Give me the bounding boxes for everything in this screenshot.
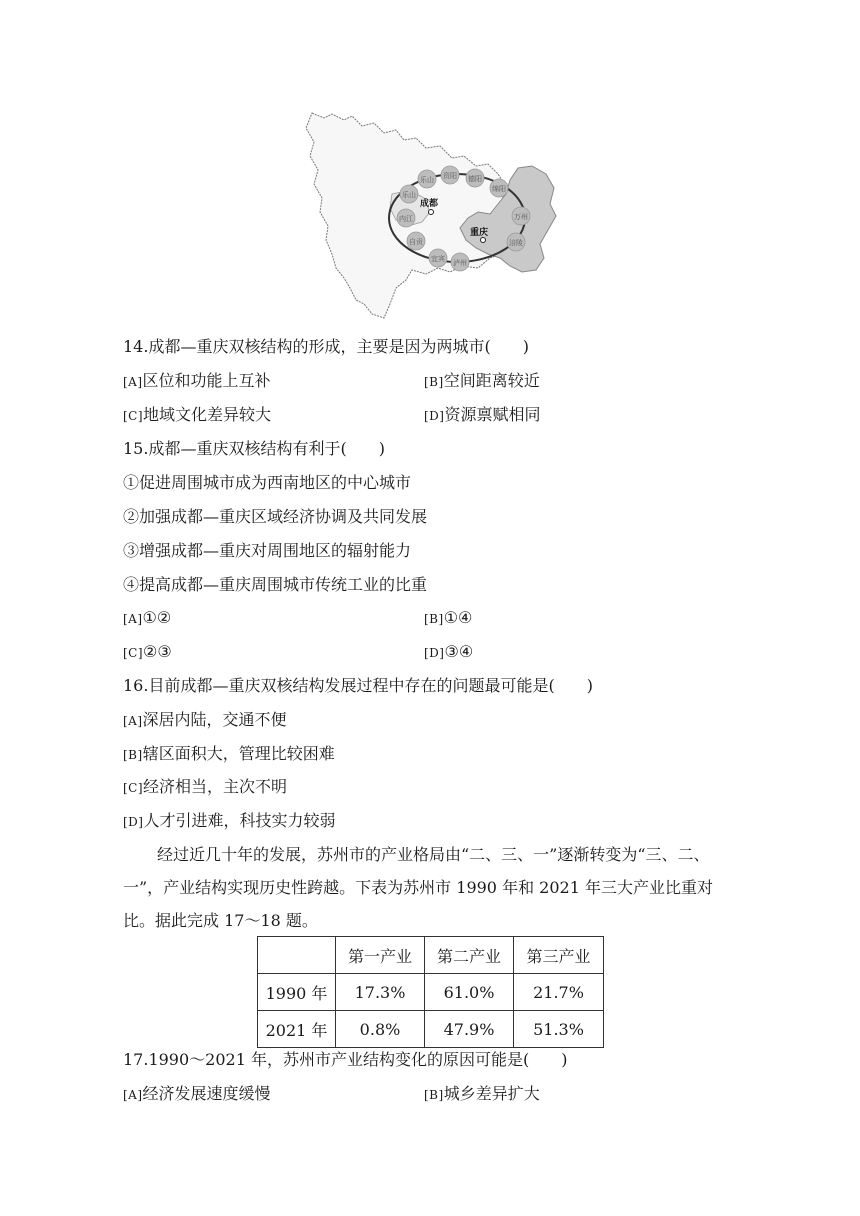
q15-option-d[interactable] [424,642,473,663]
option-text: 辖区面积大，管理比较困难 [142,744,335,763]
option-text: ①② [142,608,172,627]
passage-line-1: 经过近几十年的发展，苏州市的产业格局由“二、三、一”逐渐转变为“三、二、 [157,845,710,864]
q16-stem: 16.目前成都—重庆双核结构发展过程中存在的问题最可能是( ) [123,676,593,695]
q14-option-b[interactable] [424,371,540,392]
table-header-row [258,937,604,974]
option-text: 经济相当，主次不明 [143,777,288,796]
city-label-9: 泸州 [453,259,467,267]
table-row [258,1011,604,1048]
option-text: 经济发展速度缓慢 [142,1084,271,1103]
passage-line-3: 比。据此完成 17～18 题。 [123,911,318,930]
chengdu-dot [429,210,434,215]
option-label: [B] [123,748,143,762]
table-cell: 0.8% [336,1011,425,1048]
option-text: 人才引进难，科技实力较弱 [143,811,336,830]
passage-line-2: 一”，产业结构实现历史性跨越。下表为苏州市 1990 年和 2021 年三大产业比重对 [123,878,713,897]
option-label: [A] [123,612,143,626]
q16-option-a[interactable] [123,710,287,731]
option-text: 深居内陆，交通不便 [142,710,287,729]
table-cell: 2021 年 [258,1011,336,1048]
option-text: 空间距离较近 [443,371,540,390]
q14-stem: 14.成都—重庆双核结构的形成，主要是因为两城市( ) [123,337,529,356]
city-label-0: 乐山 [402,191,416,199]
city-label-8: 宜宾 [431,255,445,263]
q16-option-c[interactable] [123,777,287,798]
q15-statement-1: ①促进周围城市成为西南地区的中心城市 [123,473,412,492]
q15-statement-3: ③增强成都—重庆对周围地区的辐射能力 [123,541,412,560]
table-header-cell: 第三产业 [514,937,604,974]
option-text: ①④ [443,608,473,627]
option-text: 地域文化差异较大 [143,405,272,424]
option-label: [A] [123,375,143,389]
city-label-4: 绵阳 [492,185,506,193]
option-label: [A] [123,1088,143,1102]
city-label-6: 内江 [399,215,413,223]
table-cell: 1990 年 [258,974,336,1011]
option-label: [A] [123,714,143,728]
option-label: [D] [424,646,445,660]
option-label: [B] [424,1088,444,1102]
table-cell: 47.9% [425,1011,514,1048]
q15-stem: 15.成都—重庆双核结构有利于( ) [123,439,385,458]
table-cell: 61.0% [425,974,514,1011]
option-label: [C] [123,646,144,660]
city-label-5: 万州 [514,213,528,221]
table-cell: 21.7% [514,974,604,1011]
city-label-1: 乐山 [420,176,434,184]
q14-option-c[interactable] [123,405,271,426]
q16-option-d[interactable] [123,811,336,832]
city-label-10: 涪陵 [509,239,523,247]
q17-stem: 17.1990～2021 年，苏州市产业结构变化的原因可能是( ) [123,1050,568,1069]
q15-statement-4: ④提高成都—重庆周围城市传统工业的比重 [123,575,428,594]
option-label: [C] [123,409,144,423]
chongqing-dot [481,238,486,243]
q15-option-c[interactable] [123,642,172,663]
q17-option-b[interactable] [424,1084,540,1105]
table-row [258,974,604,1011]
sichuan-chongqing-map-svg [292,108,567,323]
q15-statement-2: ②加强成都—重庆区域经济协调及共同发展 [123,507,428,526]
industry-ratio-table [257,936,604,1048]
city-label-2: 资阳 [443,172,457,180]
chongqing-label: 重庆 [470,228,489,238]
chengdu-chongqing-map [292,108,567,323]
table-cell: 51.3% [514,1011,604,1048]
option-label: [D] [424,409,445,423]
q17-option-a[interactable] [123,1084,271,1105]
option-label: [C] [123,781,144,795]
option-text: 区位和功能上互补 [142,371,271,390]
table-header-cell [258,937,336,974]
city-label-7: 自贡 [409,238,423,246]
q16-option-b[interactable] [123,744,335,765]
q14-option-d[interactable] [424,405,541,426]
q14-option-a[interactable] [123,371,271,392]
chengdu-label: 成都 [420,199,439,209]
option-text: 资源禀赋相同 [444,405,541,424]
q15-option-a[interactable] [123,608,171,629]
table-header-cell: 第二产业 [425,937,514,974]
table-header-cell: 第一产业 [336,937,425,974]
option-label: [B] [424,375,444,389]
option-text: ②③ [143,642,172,661]
city-label-3: 德阳 [468,175,482,183]
option-text: 城乡差异扩大 [443,1084,540,1103]
table-cell: 17.3% [336,974,425,1011]
option-label: [B] [424,612,444,626]
option-text: ③④ [444,642,474,661]
option-label: [D] [123,815,144,829]
q15-option-b[interactable] [424,608,472,629]
